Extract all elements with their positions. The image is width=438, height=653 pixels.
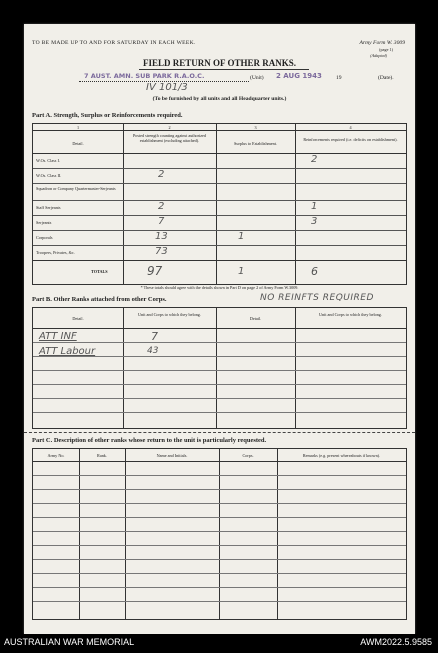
part-c-title: Part C. Description of other ranks whose return to the unit is particularly requested. — [32, 437, 267, 444]
date-stamp: 2 AUG 1943 — [276, 72, 322, 80]
part-b-row-detail: ATT Labour — [39, 346, 96, 357]
col-header-reinforcements: Reinforcements required (i.e. deficits on establishment). — [303, 137, 398, 142]
col-number-4: 4 — [349, 124, 352, 130]
year-prefix: 19 — [336, 75, 342, 81]
part-b-col-unit-1: Unit and Corps to which they belong. — [138, 312, 201, 317]
page-title: FIELD RETURN OF OTHER RANKS. — [143, 58, 296, 68]
table-row: Troopers, Privates, &c. 73 — [33, 245, 406, 261]
part-a-footnote: * These totals should agree with the details shown in Part D on page 2 of Army Form W.3009. — [140, 285, 299, 290]
part-c-col-rank: Rank. — [97, 453, 107, 458]
page-number: (page 1) — [379, 47, 393, 52]
total-reinforcements: 6 — [311, 265, 318, 278]
footer-institution: AUSTRALIAN WAR MEMORIAL — [4, 637, 135, 647]
col-number-2: 2 — [168, 124, 171, 130]
part-b-table — [32, 307, 407, 429]
col-number-1: 1 — [76, 124, 80, 130]
col-header-posted: Posted strength counting against authorized establishment (excluding attached). — [132, 133, 207, 143]
unit-label: (Unit) — [250, 75, 264, 81]
part-b-row-count: 7 — [151, 330, 158, 343]
table-row: W.Os. Class II. 2 — [33, 168, 406, 184]
col-header-surplus: Surplus to Establishment. — [234, 141, 277, 146]
table-row: W.Os. Class I. 2 — [33, 153, 406, 169]
part-c-col-corps: Corps. — [242, 453, 254, 458]
table-row: Squadron or Company Quartermaster-Serjeants — [33, 183, 406, 201]
part-b-col-unit-2: Unit and Corps to which they belong. — [319, 312, 382, 317]
footer-accession-number: AWM2022.5.9585 — [360, 637, 432, 647]
form-number: Army Form W. 3009 — [359, 40, 405, 46]
part-c-table — [32, 448, 407, 620]
totals-label: TOTALS — [91, 269, 108, 274]
part-c-col-remarks: Remarks (e.g. present whereabouts if known). — [302, 453, 381, 458]
instruction-text: TO BE MADE UP TO AND FOR SATURDAY IN EACH WEEK. — [32, 40, 196, 46]
table-row: Staff Serjeants 2 1 — [33, 200, 406, 216]
date-label: (Date). — [378, 75, 394, 81]
part-a-table — [32, 123, 407, 285]
total-posted: 97 — [147, 264, 163, 278]
perforation-line — [24, 432, 415, 433]
unit-handwritten: IV 101/3 — [146, 82, 188, 93]
part-c-col-army-no: Army No. — [47, 453, 65, 458]
part-b-title: Part B. Other Ranks attached from other Corps. — [32, 296, 167, 303]
part-b-row-count: 43 — [147, 346, 159, 356]
part-b-col-detail-2: Detail. — [249, 316, 262, 321]
col-number-3: 3 — [254, 124, 257, 130]
totals-row — [33, 260, 406, 284]
adapted-note: (Adapted) — [370, 53, 387, 58]
part-a-title: Part A. Strength, Surplus or Reinforcements required. — [32, 112, 183, 119]
part-b-row-detail: ATT INF — [39, 331, 77, 342]
total-surplus: 1 — [238, 266, 245, 277]
col-header-detail: Detail. — [72, 141, 84, 146]
part-c-col-name: Name and Initials. — [156, 453, 188, 458]
table-row: Corporals 13 1 — [33, 230, 406, 246]
form-sheet — [24, 24, 415, 634]
unit-stamp: 7 AUST. AMN. SUB PARK R.A.O.C. — [84, 72, 205, 80]
table-row: Serjeants 7 3 — [33, 215, 406, 231]
title-underline — [139, 69, 309, 70]
part-b-col-detail-1: Detail. — [72, 316, 84, 321]
part-b-handwritten-note: NO REINFTS REQUIRED — [260, 293, 374, 303]
archive-footer — [0, 634, 438, 653]
furnished-by-note: (To be furnished by all units and all Headquarter units.) — [152, 96, 287, 102]
